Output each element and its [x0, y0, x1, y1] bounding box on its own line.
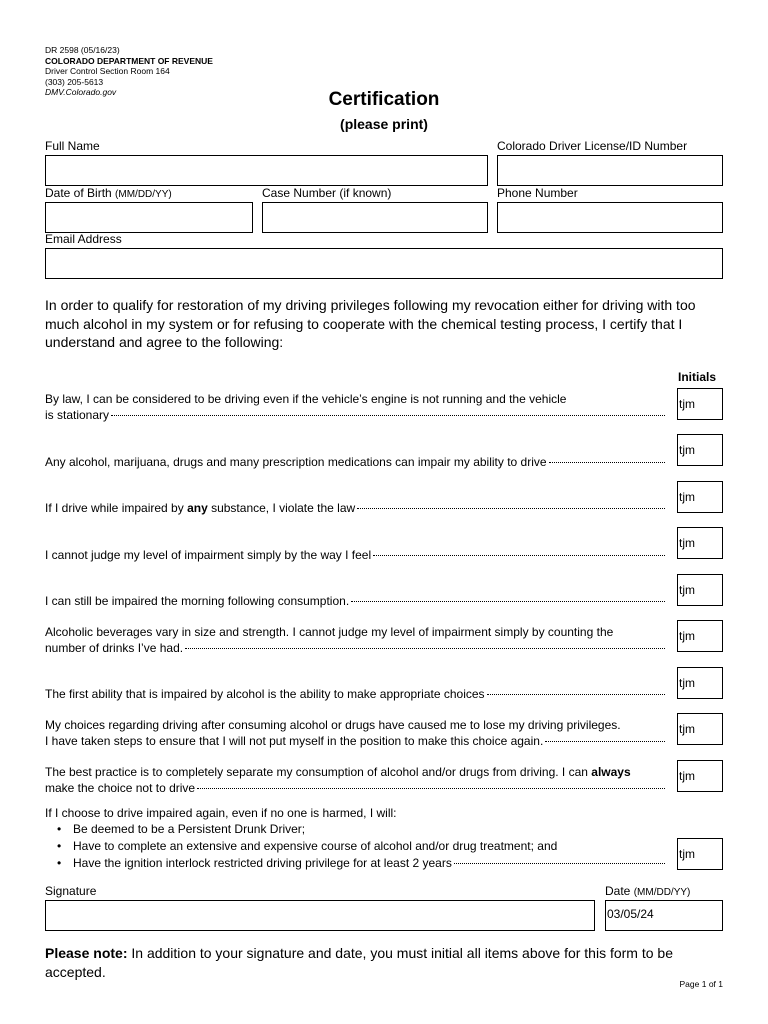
statement-leader [45, 733, 665, 749]
date-format: (MM/DD/YY) [633, 887, 691, 898]
statement-4 [45, 547, 665, 563]
initials-box-3[interactable]: tjm [677, 481, 723, 513]
email-field[interactable] [45, 248, 723, 279]
case-number-label: Case Number (if known) [262, 186, 392, 200]
consequence-list [57, 821, 665, 872]
phone-field[interactable] [497, 202, 723, 233]
initials-box-7[interactable]: tjm [677, 667, 723, 699]
statement-3 [45, 500, 665, 516]
dot-leader [351, 601, 665, 602]
dob-label-text: Date of Birth [45, 186, 112, 200]
statement-text: I can still be impaired the morning following consumption. [45, 594, 350, 608]
please-note [45, 944, 705, 981]
agency-phone: (303) 205-5613 [45, 76, 104, 87]
date-field[interactable]: 03/05/24 [605, 900, 723, 931]
statement-7 [45, 686, 665, 702]
initials-box-9[interactable]: tjm [677, 760, 723, 792]
statement-text-pre: If I drive while impaired by [45, 501, 188, 515]
full-name-label: Full Name [45, 139, 100, 153]
note-text: In addition to your signature and date, you must initial all items above for this form to be accepted. [45, 945, 673, 980]
statement-9 [45, 764, 665, 796]
dot-leader [549, 462, 665, 463]
statement-text [45, 764, 665, 780]
statement-6 [45, 624, 665, 656]
consequence-text: • Have the ignition interlock restricted driving privilege for at least 2 years [73, 856, 452, 870]
signature-label: Signature [45, 884, 97, 898]
dot-leader [185, 648, 665, 649]
agency-section: Driver Control Section Room 164 [45, 66, 170, 76]
page-title: Certification [328, 89, 440, 110]
statement-10-intro: If I choose to drive impaired again, even if no one is harmed, I will: [45, 806, 397, 820]
initials-box-2[interactable]: tjm [677, 434, 723, 466]
statement-leader [45, 780, 665, 796]
statement-text: is stationary [45, 408, 110, 422]
agency-website: DMV.Colorado.gov [45, 87, 117, 97]
page-number: Page 1 of 1 [679, 979, 723, 989]
license-number-field[interactable] [497, 155, 723, 186]
statement-leader [45, 640, 665, 656]
page-subtitle: (please print) [340, 116, 428, 132]
dot-leader [373, 555, 665, 556]
statement-text: I cannot judge my level of impairment simply by the way I feel [45, 548, 372, 562]
statement-1 [45, 391, 665, 423]
statement-text: I have taken steps to ensure that I will not put myself in the position to make this choice again. [45, 734, 544, 748]
statement-text: The first ability that is impaired by alcohol is the ability to make appropriate choices [45, 687, 485, 701]
initials-box-8[interactable]: tjm [677, 713, 723, 745]
license-label: Colorado Driver License/ID Number [497, 139, 688, 153]
email-label: Email Address [45, 232, 122, 246]
statement-text [45, 500, 355, 516]
statement-text-post: substance, I violate the law [207, 501, 356, 515]
consequence-item [57, 855, 665, 872]
statement-text: My choices regarding driving after consuming alcohol or drugs have caused me to lose my driving privileges. [45, 718, 621, 732]
agency-name: COLORADO DEPARTMENT OF REVENUE [45, 55, 213, 66]
initials-box-10[interactable]: tjm [677, 838, 723, 870]
date-label-text: Date [605, 884, 631, 898]
phone-label: Phone Number [497, 186, 578, 200]
dot-leader [454, 863, 665, 864]
dot-leader [111, 415, 665, 416]
consequence-item: • Have to complete an extensive and expensive course of alcohol and/or drug treatment; and [57, 838, 665, 855]
statement-5 [45, 593, 665, 609]
initials-header: Initials [678, 370, 717, 384]
statement-text: make the choice not to drive [45, 781, 196, 795]
case-number-field[interactable] [262, 202, 488, 233]
initials-box-6[interactable]: tjm [677, 620, 723, 652]
statement-text-pre: The best practice is to completely separate my consumption of alcohol and/or drugs from driving. I can [45, 765, 592, 779]
note-bold: Please note: [45, 945, 128, 961]
intro-paragraph: In order to qualify for restoration of my driving privileges following my revocation either for driving with too much alcohol in my system or for refusing to cooperate with the chemical testing process, I certify that I understand and agree to the following: [45, 297, 696, 350]
dob-field[interactable] [45, 202, 253, 233]
statement-text: number of drinks I’ve had. [45, 641, 184, 655]
consequence-item: • Be deemed to be a Persistent Drunk Driver; [57, 821, 665, 838]
form-id: DR 2598 (05/16/23) [45, 45, 120, 55]
full-name-field[interactable] [45, 155, 488, 186]
statement-text-bold: any [187, 501, 208, 515]
date-label [605, 884, 690, 898]
dot-leader [545, 741, 665, 742]
statement-text-bold: always [591, 765, 631, 779]
statement-2 [45, 454, 665, 470]
dob-format: (MM/DD/YY) [115, 189, 172, 200]
statement-8 [45, 717, 665, 749]
initials-box-1[interactable]: tjm [677, 388, 723, 420]
dot-leader [197, 788, 665, 789]
statement-text: Alcoholic beverages vary in size and strength. I cannot judge my level of impairment simply by counting the [45, 625, 614, 639]
dot-leader [487, 694, 665, 695]
dot-leader [357, 508, 665, 509]
statement-text: Any alcohol, marijuana, drugs and many prescription medications can impair my ability to drive [45, 455, 547, 469]
statement-text: By law, I can be considered to be driving even if the vehicle’s engine is not running and the vehicle [45, 392, 567, 406]
signature-field[interactable] [45, 900, 595, 931]
statement-leader [45, 407, 665, 423]
initials-box-5[interactable]: tjm [677, 574, 723, 606]
initials-box-4[interactable]: tjm [677, 527, 723, 559]
dob-label [45, 186, 172, 200]
